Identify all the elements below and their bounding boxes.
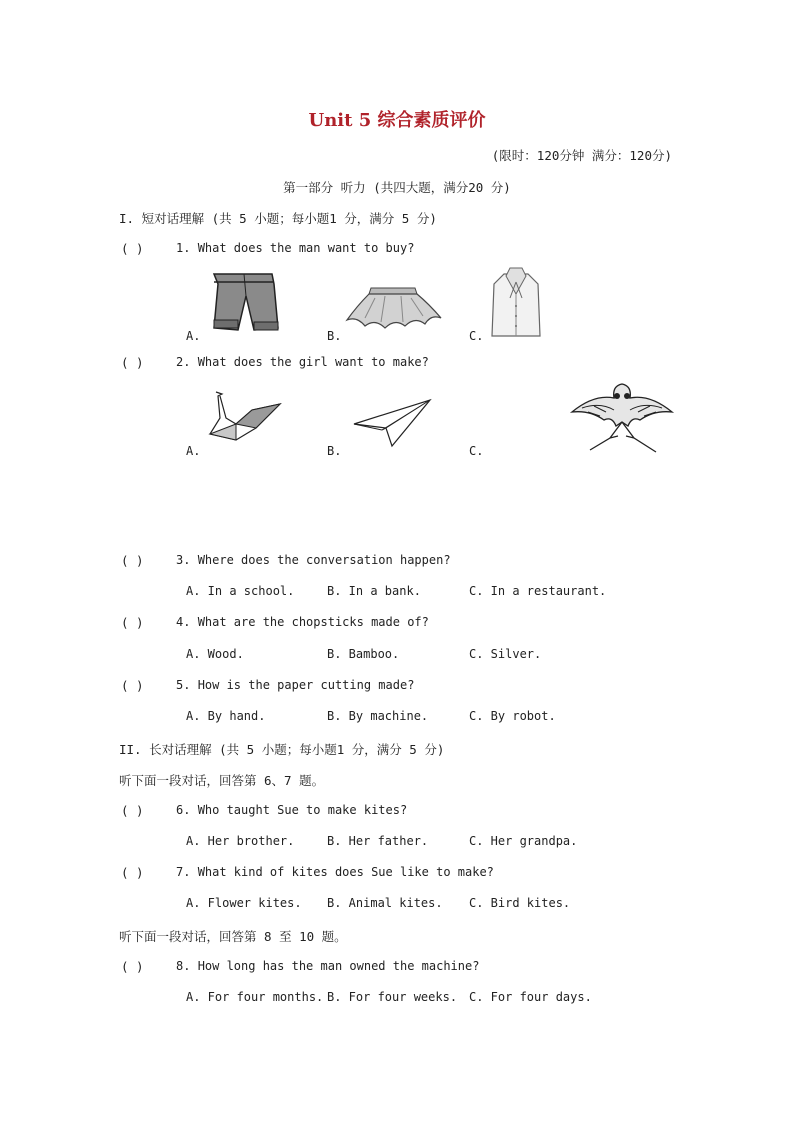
question-number: 5. (176, 678, 191, 692)
question-number: 6. (176, 803, 191, 817)
shorts-picture (208, 270, 280, 336)
option-7a[interactable]: A. Flower kites. (186, 896, 302, 910)
question-text: How long has the man owned the machine? (197, 959, 480, 973)
option-2a[interactable]: A. (186, 444, 201, 458)
page-title: Unit 5 综合素质评价 (308, 110, 486, 131)
question-text: How is the paper cutting made? (197, 678, 415, 692)
option-3a[interactable]: A. In a school. (186, 584, 295, 598)
skirt-picture (345, 282, 443, 332)
option-8a[interactable]: A. For four months. (186, 990, 324, 1004)
option-1a[interactable]: A. (186, 329, 201, 343)
answer-blank-4[interactable]: ( ) (121, 615, 144, 630)
option-5b[interactable]: B. By machine. (327, 709, 429, 723)
instruction-6-7: 听下面一段对话，回答第 6、7 题。 (119, 773, 325, 788)
question-text: Where does the conversation happen? (197, 553, 451, 567)
option-1b[interactable]: B. (327, 329, 342, 343)
section-heading-2: II. 长对话理解 (共 5 小题；每小题1 分，满分 5 分) (119, 742, 445, 757)
question-number: 1. (176, 241, 191, 255)
option-4a[interactable]: A. Wood. (186, 647, 244, 661)
option-8c[interactable]: C. For four days. (469, 990, 592, 1004)
option-4c[interactable]: C. Silver. (469, 647, 542, 661)
paper-swan-picture (206, 388, 282, 444)
instruction-8-10: 听下面一段对话，回答第 8 至 10 题。 (119, 929, 347, 944)
option-6b[interactable]: B. Her father. (327, 834, 429, 848)
option-6c[interactable]: C. Her grandpa. (469, 834, 578, 848)
question-5 (176, 678, 414, 692)
answer-blank-2[interactable]: ( ) (121, 355, 144, 370)
option-6a[interactable]: A. Her brother. (186, 834, 295, 848)
answer-blank-1[interactable]: ( ) (121, 241, 144, 256)
paper-plane-picture (352, 398, 432, 448)
answer-blank-8[interactable]: ( ) (121, 959, 144, 974)
question-1 (176, 241, 414, 255)
question-7 (176, 865, 494, 879)
question-3 (176, 553, 451, 567)
answer-blank-3[interactable]: ( ) (121, 553, 144, 568)
question-text: What are the chopsticks made of? (197, 615, 429, 629)
option-8b[interactable]: B. For four weeks. (327, 990, 458, 1004)
section-heading-1: I. 短对话理解 (共 5 小题；每小题1 分，满分 5 分) (119, 211, 437, 226)
option-5a[interactable]: A. By hand. (186, 709, 266, 723)
answer-blank-6[interactable]: ( ) (121, 803, 144, 818)
option-7b[interactable]: B. Animal kites. (327, 896, 443, 910)
question-8 (176, 959, 479, 973)
question-number: 2. (176, 355, 191, 369)
option-5c[interactable]: C. By robot. (469, 709, 556, 723)
question-6 (176, 803, 407, 817)
question-text: What does the girl want to make? (197, 355, 429, 369)
question-4 (176, 615, 429, 629)
question-text: What does the man want to buy? (197, 241, 415, 255)
question-text: What kind of kites does Sue like to make? (197, 865, 494, 879)
option-4b[interactable]: B. Bamboo. (327, 647, 400, 661)
option-2c[interactable]: C. (469, 444, 484, 458)
question-number: 3. (176, 553, 191, 567)
option-2b[interactable]: B. (327, 444, 342, 458)
question-number: 4. (176, 615, 191, 629)
blouse-picture (490, 264, 542, 340)
option-3c[interactable]: C. In a restaurant. (469, 584, 607, 598)
question-number: 8. (176, 959, 191, 973)
bird-kite-picture (570, 376, 674, 454)
question-number: 7. (176, 865, 191, 879)
option-1c[interactable]: C. (469, 329, 484, 343)
answer-blank-5[interactable]: ( ) (121, 678, 144, 693)
part-heading: 第一部分 听力 (共四大题，满分20 分) (283, 180, 511, 195)
answer-blank-7[interactable]: ( ) (121, 865, 144, 880)
question-text: Who taught Sue to make kites? (197, 803, 408, 817)
option-3b[interactable]: B. In a bank. (327, 584, 421, 598)
question-2 (176, 355, 429, 369)
option-7c[interactable]: C. Bird kites. (469, 896, 571, 910)
time-limit: (限时：120分钟 满分：120分) (491, 148, 672, 163)
